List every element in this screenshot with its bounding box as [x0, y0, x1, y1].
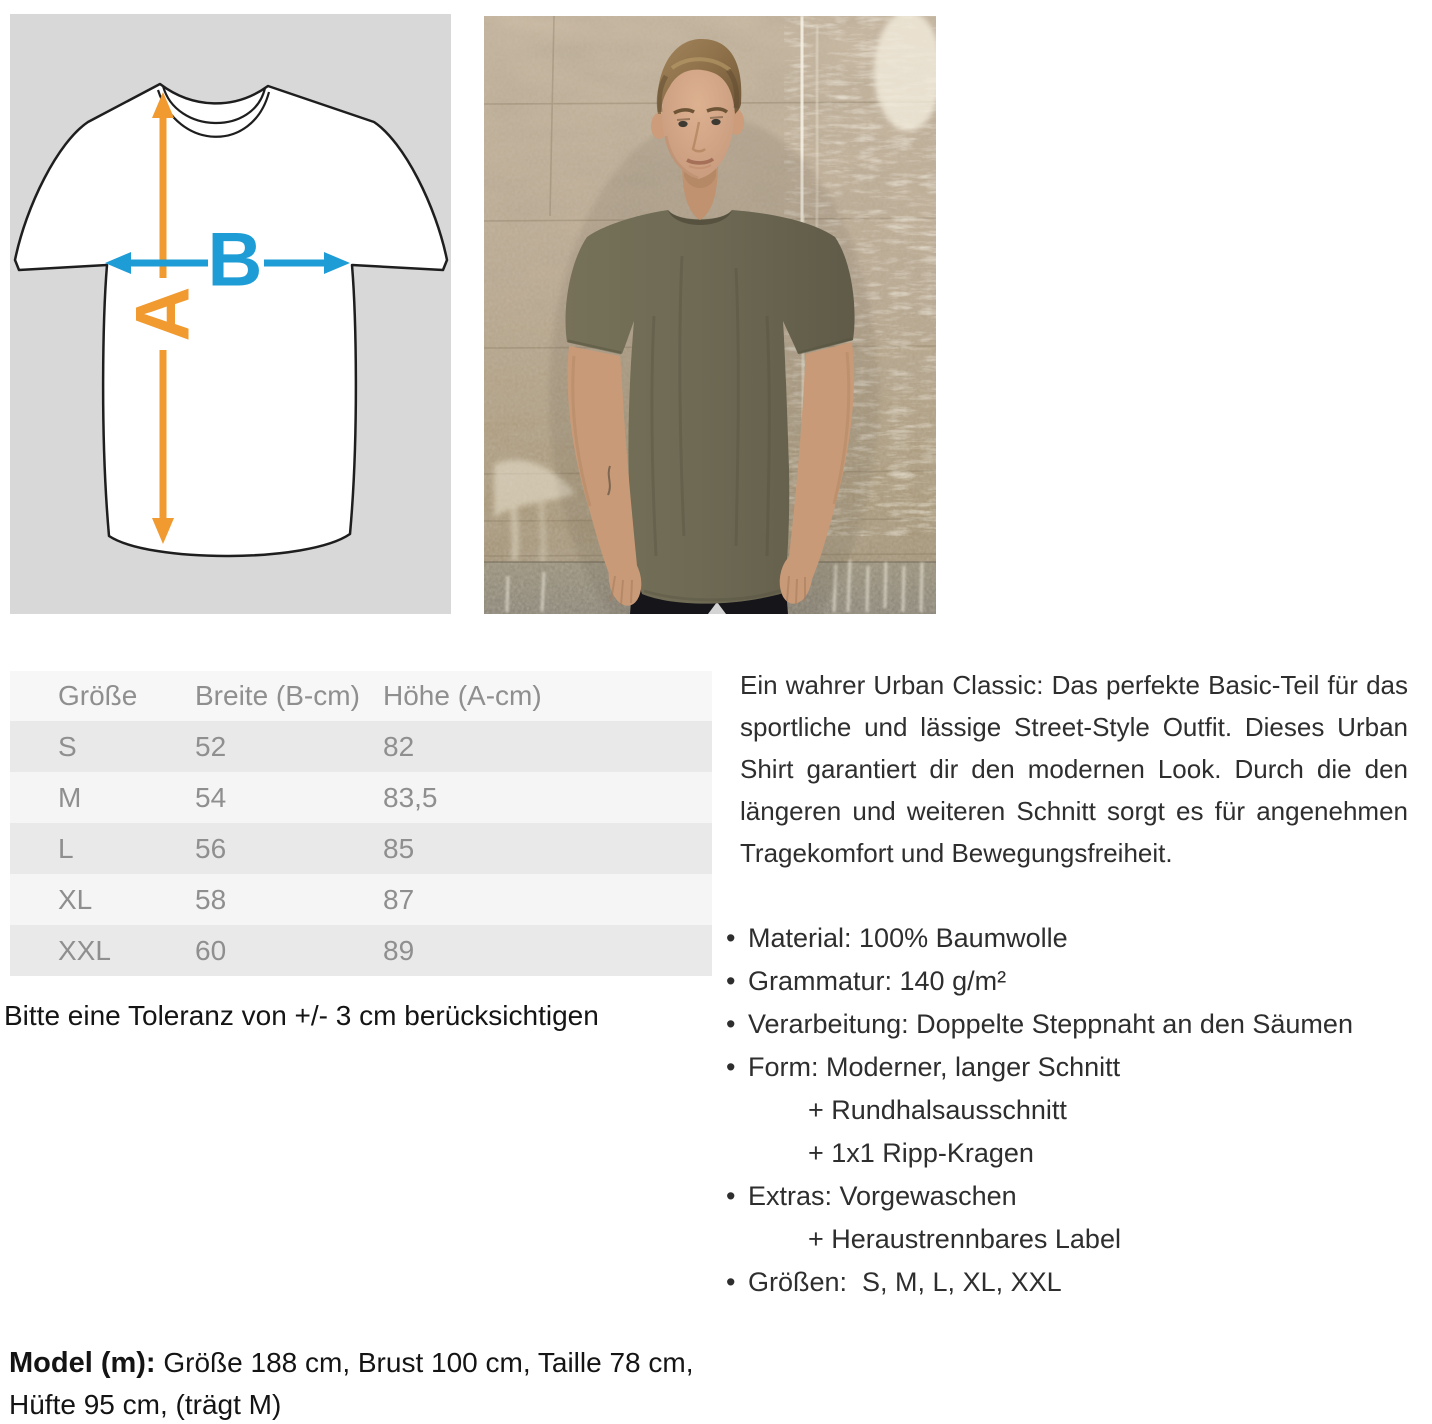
table-row — [10, 874, 712, 925]
bullet-icon: • — [726, 1052, 736, 1082]
height-cell: 87 — [383, 883, 415, 915]
col-header-height: Höhe (A-cm) — [383, 680, 542, 711]
list-item — [726, 1003, 1416, 1046]
list-item — [726, 1175, 1416, 1218]
list-item — [726, 960, 1416, 1003]
label-a: A — [120, 286, 206, 342]
bullet-icon: • — [726, 923, 736, 953]
table-row — [10, 925, 712, 976]
feature-list — [726, 917, 1416, 1304]
list-item — [726, 917, 1416, 960]
list-item — [726, 1261, 1416, 1304]
feature-text: Form: Moderner, langer Schnitt — [748, 1052, 1121, 1082]
feature-text: Verarbeitung: Doppelte Steppnaht an den Säumen — [748, 1009, 1353, 1039]
feature-text: + 1x1 Ripp-Kragen — [808, 1138, 1034, 1168]
tshirt-measurement-diagram-icon — [10, 14, 451, 614]
model-info — [9, 1342, 709, 1424]
height-cell: 83,5 — [383, 781, 438, 813]
bullet-icon: • — [726, 966, 736, 996]
model-info-label: Model (m): — [9, 1347, 156, 1379]
list-item-indented — [726, 1218, 1416, 1261]
list-item-indented — [726, 1132, 1416, 1175]
table-row — [10, 823, 712, 874]
product-description: Ein wahrer Urban Classic: Das perfekte Basic-Teil für das sportliche und lässige Street-Style Outfit. Dieses Urban Shirt garantiert dir den modernen Look. Durch die den längeren und weiteren Schnitt sorgt es für angenehmen Tragekomfort und Bewegungsfreiheit. — [740, 670, 1408, 868]
size-cell: S — [58, 730, 77, 762]
width-cell: 60 — [195, 934, 227, 966]
tolerance-note: Bitte eine Toleranz von +/- 3 cm berücksichtigen — [4, 1000, 599, 1031]
width-cell: 56 — [195, 832, 227, 864]
width-cell: 52 — [195, 730, 227, 762]
bullet-icon: • — [726, 1181, 736, 1211]
table-row — [10, 772, 712, 823]
model-info-text: Größe 188 cm, Brust 100 cm, Taille 78 cm, Hüfte 95 cm, (trägt M) — [9, 1347, 694, 1420]
feature-text: + Heraustrennbares Label — [808, 1224, 1121, 1254]
size-cell: M — [58, 781, 82, 813]
bullet-icon: • — [726, 1267, 736, 1297]
col-header-width: Breite (B-cm) — [195, 680, 360, 711]
col-header-size: Größe — [58, 680, 138, 711]
feature-text: + Rundhalsausschnitt — [808, 1095, 1067, 1125]
bullet-icon: • — [726, 1009, 736, 1039]
table-row — [10, 721, 712, 772]
feature-text: Material: 100% Baumwolle — [748, 923, 1068, 953]
size-cell: L — [58, 832, 74, 864]
size-cell: XXL — [58, 934, 111, 966]
width-cell: 54 — [195, 781, 227, 813]
list-item — [726, 1046, 1416, 1089]
height-cell: 89 — [383, 934, 415, 966]
feature-text: Grammatur: 140 g/m² — [748, 966, 1007, 996]
size-diagram — [10, 14, 451, 614]
size-table — [10, 671, 712, 976]
width-cell: 58 — [195, 883, 227, 915]
size-cell: XL — [58, 883, 93, 915]
height-cell: 82 — [383, 730, 415, 762]
feature-text: Größen: S, M, L, XL, XXL — [748, 1267, 1062, 1297]
feature-text: Extras: Vorgewaschen — [748, 1181, 1017, 1211]
model-photo-illustration — [484, 16, 936, 614]
model-photo — [484, 16, 936, 614]
list-item-indented — [726, 1089, 1416, 1132]
label-b: B — [207, 217, 263, 303]
size-table-header-row — [10, 671, 712, 721]
height-cell: 85 — [383, 832, 415, 864]
